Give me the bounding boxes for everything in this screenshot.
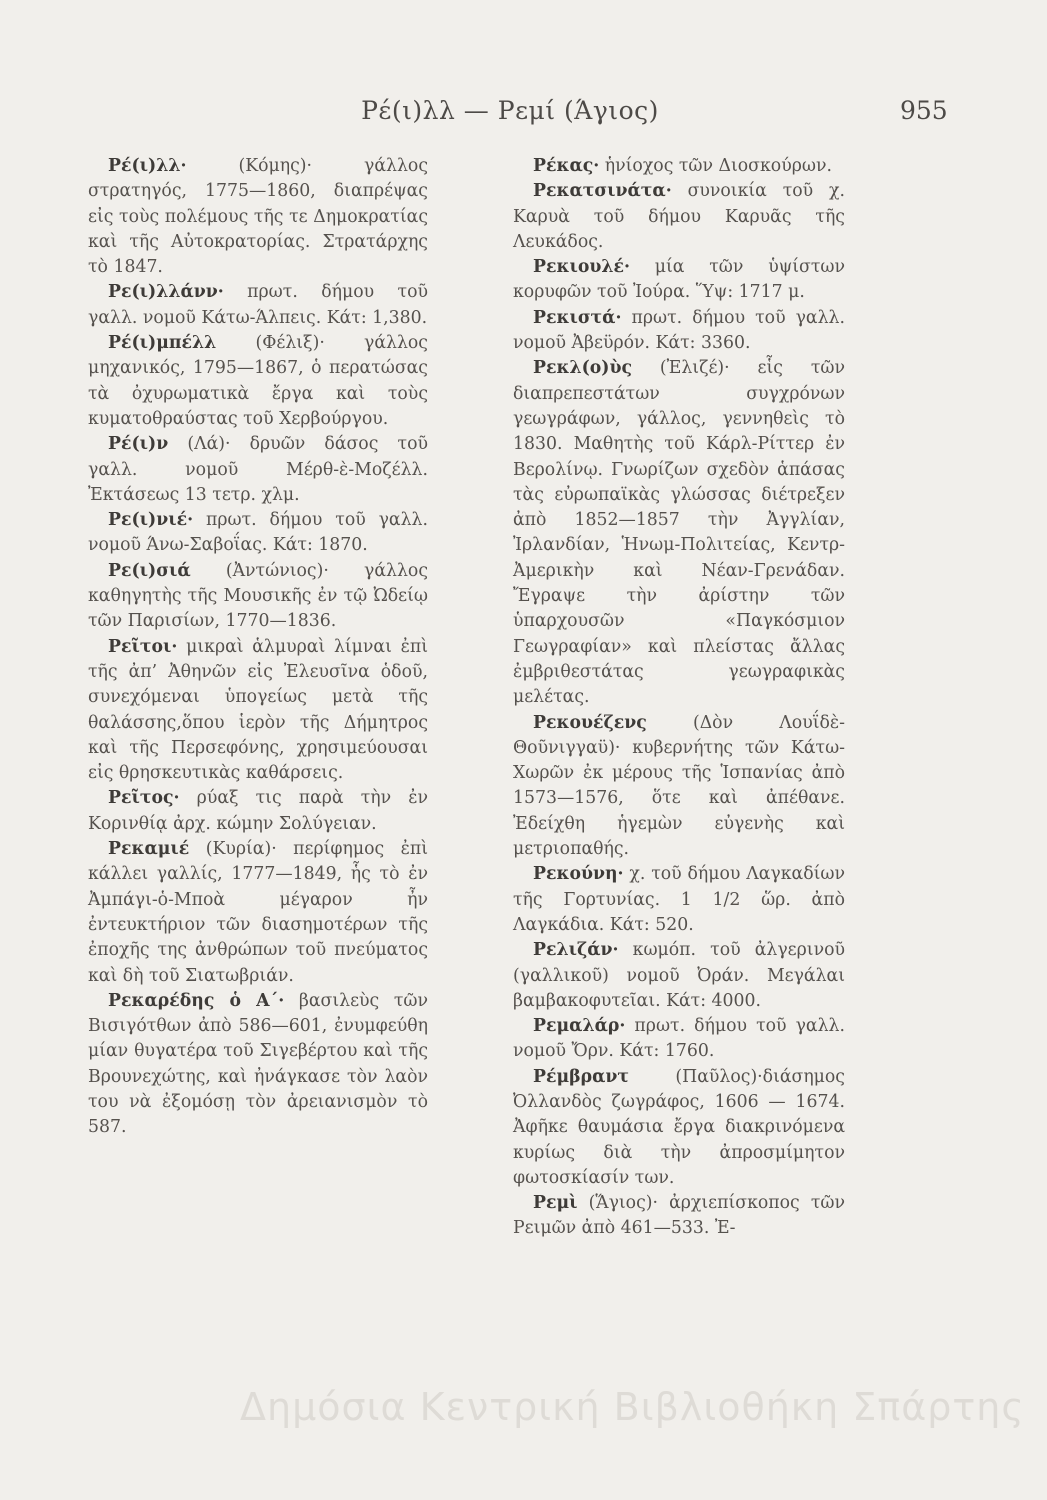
dictionary-entry [513,1191,845,1242]
entry-text: (Κόμης)· γάλλος στρατηγός, 1775—1860, διαπρέψας εἰς τοὺς πολέμους τῆς τε Δημοκρατίας καὶ τῆς Αὐτοκρατορίας. Στρατάρχης τὸ 1847. [88,156,428,278]
dictionary-entry [88,837,428,989]
entry-headword: Ρε(ι)σιά [108,560,191,581]
dictionary-entry [88,432,428,508]
entry-headword: Ρεκατσινάτα· [533,181,672,202]
dictionary-entry [513,356,845,710]
entry-text: (Ἅγιος)· ἀρχιεπίσκοπος τῶν Ρειμῶν ἀπὸ 461—533. Ἐ- [513,1193,845,1239]
page-header [0,96,1047,136]
entry-text: μία τῶν ὑψίστων κορυφῶν τοῦ Ἰούρα. Ὕψ: 1717 μ. [513,257,845,303]
dictionary-entry [88,154,428,280]
dictionary-entry [88,786,428,837]
left-column [88,154,428,1141]
dictionary-entry [88,635,428,787]
library-watermark: Δημόσια Κεντρική Βιβλιοθήκη Σπάρτης [240,1385,1025,1429]
entry-headword: Ρε(ι)νιέ· [108,510,194,531]
entry-headword: Ρεκιστά· [533,307,622,328]
entry-text: πρωτ. δήμου τοῦ γαλλ. νομοῦ Άνω-Σαβοΐας. Κάτ: 1870. [88,510,428,556]
entry-text: συνοικία τοῦ χ. Καρυὰ τοῦ δήμου Καρυᾶς τῆς Λευκάδος. [513,181,845,252]
dictionary-entry [513,711,845,863]
dictionary-entry [513,179,845,255]
entry-text: ρύαξ τις παρὰ τὴν ἐν Κορινθίᾳ ἀρχ. κώμην Σολύγειαν. [88,788,428,834]
entry-text: (Δὸν Λουΐδὲ-Θοῦνιγγαϋ)· κυβερνήτης τῶν Κάτω-Χωρῶν ἐκ μέρους τῆς Ἱσπανίας ἀπὸ 1573—1576, ὅτε καὶ ἀπέθανε. Ἐδείχθη ἡγεμὼν εὐγενὴς καὶ μετριοπαθής. [513,712,845,860]
entry-text: πρωτ. δήμου τοῦ γαλλ. νομοῦ Κάτω-Άλπεις. Κάτ: 1,380. [88,282,428,328]
entry-headword: Ρέμβραντ [533,1066,630,1087]
right-column [513,154,845,1242]
dictionary-entry [513,154,845,179]
entry-text: μικραὶ ἁλμυραὶ λίμναι ἐπὶ τῆς ἀπ’ Ἀθηνῶν εἰς Ἐλευσῖνα ὁδοῦ, συνεχόμεναι ὑπογείως μετὰ τῆς θαλάσσης,ὅπου ἱερὸν τῆς Δήμητρος καὶ τῆς Περσεφόνης, χρησιμεύουσαι εἰς θρησκευτικὰς καθάρσεις. [88,636,428,784]
entry-headword: Ρεκιουλέ· [533,257,630,278]
dictionary-entry [513,938,845,1014]
entry-headword: Ρεμὶ [533,1193,578,1214]
entry-headword: Ρέκας· [533,156,600,176]
entry-headword: Ρεκούνη· [533,864,624,885]
page-number: 955 [900,96,948,125]
dictionary-entry [88,280,428,331]
dictionary-entry [513,862,845,938]
entry-headword: Ρεκαρέδης ὁ Α΄· [108,990,285,1011]
entry-text: (Λά)· δρυῶν δάσος τοῦ γαλλ. νομοῦ Μέρθ-ὲ-Μοζέλλ. Ἐκτάσεως 13 τετρ. χλμ. [88,434,428,505]
dictionary-entry [513,255,845,306]
entry-text: (Ἐλιζέ)· εἷς τῶν διαπρεπεστάτων συγχρόνων γεωγράφων, γάλλος, γεννηθεὶς τὸ 1830. Μαθητὴς τοῦ Κάρλ-Ρίττερ ἐν Βερολίνῳ. Γνωρίζων σχεδὸν ἁπάσας τὰς εὐρωπαϊκὰς γλώσσας διέτρεξεν ἀπὸ 1852—1857 τὴν Ἀγγλίαν, Ἰρλανδίαν, Ἡνωμ-Πολιτείας, Κεντρ-Ἀμερικὴν καὶ Νέαν-Γρενάδαν. Ἔγραψε τὴν ἀρίστην τῶν ὑπαρχουσῶν «Παγκόσμιον Γεωγραφίαν» καὶ πλείστας ἄλλας ἐμβριθεστάτας γεωγραφικὰς μελέτας. [513,358,845,708]
entry-text: κωμόπ. τοῦ ἀλγερινοῦ (γαλλικοῦ) νομοῦ Ὀράν. Μεγάλαι βαμβακοφυτεῖαι. Κάτ: 4000. [513,940,845,1011]
entry-text: (Φέλιξ)· γάλλος μηχανικός, 1795—1867, ὁ περατώσας τὰ ὀχυρωματικὰ ἔργα καὶ τοὺς κυματοθραύστας τοῦ Χερβούργου. [88,333,428,429]
entry-text: (Ἀντώνιος)· γάλλος καθηγητὴς τῆς Μουσικῆς ἐν τῷ Ὠδείῳ τῶν Παρισίων, 1770—1836. [88,560,428,632]
entry-headword: Ρεκλ(ο)ὺς [533,358,632,379]
entry-headword: Ρεῖτος· [108,788,180,809]
entry-headword: Ρέ(ι)λλ· [108,156,187,176]
entry-text: (Παῦλος)·διάσημος Ὀλλανδὸς ζωγράφος, 1606 — 1674. Ἀφῆκε θαυμάσια ἔργα διακρινόμενα κυρίως διὰ τὴν ἀπροσμίμητον φωτοσκίασίν των. [513,1066,845,1188]
dictionary-entry [513,1014,845,1065]
entry-text: χ. τοῦ δήμου Λαγκαδίων τῆς Γορτυνίας. 1 1/2 ὥρ. ἀπὸ Λαγκάδια. Κάτ: 520. [513,864,845,935]
entry-text: πρωτ. δήμου τοῦ γαλλ. νομοῦ Ἀβεϋρόν. Κάτ: 3360. [513,307,845,354]
entry-text: βασιλεὺς τῶν Βισιγότθων ἀπὸ 586—601, ἐνυμφεύθη μίαν θυγατέρα τοῦ Σιγεβέρτου καὶ τῆς Βρουνεχώτης, καὶ ἠνάγκασε τὸν λαὸν του νὰ ἐξομόσῃ τὸν ἀρειανισμὸν τὸ 587. [88,990,428,1138]
entry-headword: Ρεῖτοι· [108,636,178,657]
dictionary-entry [513,306,845,357]
entry-headword: Ρε(ι)λλάνν· [108,282,224,303]
entry-headword: Ρεκουέζενς [533,712,647,733]
entry-text: (Κυρία)· περίφημος ἐπὶ κάλλει γαλλίς, 1777—1849, ἧς τὸ ἐν Ἀμπάγι-ὁ-Μποὰ μέγαρον ἦν ἐντευκτήριον τῶν διασημοτέρων τῆς ἐποχῆς της ἀνθρώπων τοῦ πνεύματος καὶ δὴ τοῦ Σιατωβριάν. [88,839,428,986]
entry-text: ἡνίοχος τῶν Διοσκούρων. [599,156,832,176]
dictionary-entry [88,989,428,1141]
running-title: Ρέ(ι)λλ — Ρεμί (Άγιος) [361,96,659,125]
entry-headword: Ρέ(ι)ν [108,434,169,455]
entry-headword: Ρεκαμιέ [108,839,190,860]
dictionary-entry [88,559,428,635]
entry-headword: Ρελιζάν· [533,940,619,961]
dictionary-entry [513,1065,845,1191]
entry-headword: Ρέ(ι)μπέλλ [108,333,217,354]
dictionary-entry [88,508,428,559]
entry-text: πρωτ. δήμου τοῦ γαλλ. νομοῦ Ὄρν. Κάτ: 1760. [513,1016,845,1062]
entry-headword: Ρεμαλάρ· [533,1016,626,1037]
dictionary-entry [88,331,428,432]
